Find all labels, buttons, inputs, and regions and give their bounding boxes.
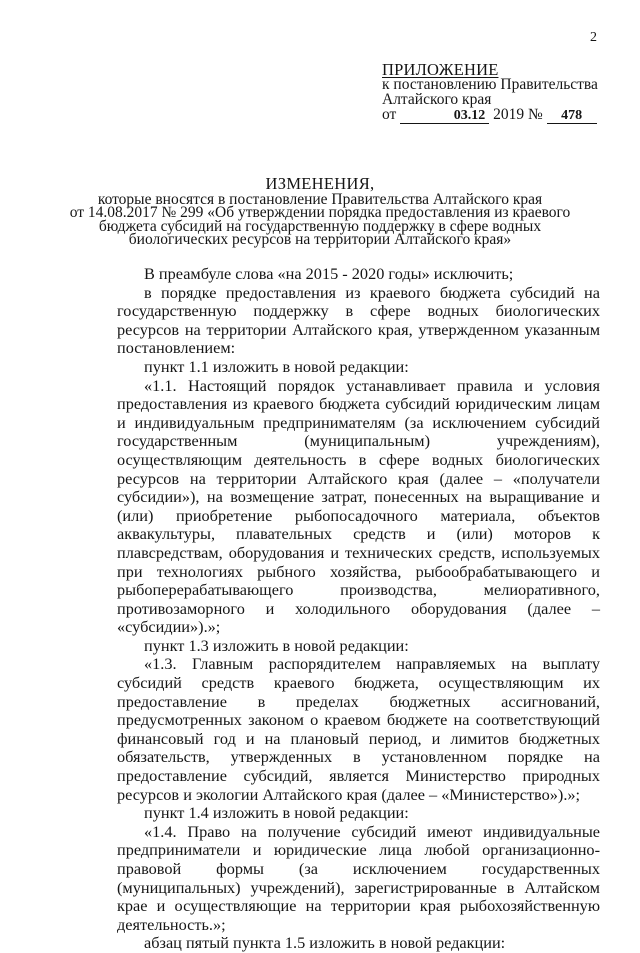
decree-date-row: [382, 107, 598, 124]
subtitle-line: которые вносятся в постановление Правительства Алтайского края: [97, 190, 543, 208]
paragraph-clause-1-3: «1.3. Главным распорядителем направляемых на выплату субсидий средств краевого бюджета, осуществляющим их предоставление в пределах бюджетных ассигнований, предусмотренных законом о краевом бюджете на соответствующий финансовый год и на плановый период, и лимитов бюджетных обязательств, утвержденных в установленном порядке на предоставление субсидий, является Министерство природных ресурсов и экологии Алтайского края (далее – «Министерство»).»;: [117, 654, 600, 804]
appendix-line-1: к постановлению Правительства: [382, 76, 598, 93]
document-title: ИЗМЕНЕНИЯ,: [265, 174, 375, 193]
paragraph-command: пункт 1.4 изложить в новой редакции:: [144, 803, 409, 823]
paragraph-preamble: В преамбуле слова «на 2015 - 2020 годы» исключить;: [144, 264, 514, 283]
document-body: [117, 265, 600, 953]
paragraph-command: абзац пятый пункта 1.5 изложить в новой редакции:: [144, 933, 506, 953]
paragraph-command: пункт 1.1 изложить в новой редакции:: [144, 356, 409, 376]
decree-date: 03.12: [400, 109, 489, 124]
appendix-line-2: Алтайского края: [382, 91, 492, 108]
page-number: 2: [590, 30, 597, 45]
paragraph-procedure-intro: в порядке предоставления из краевого бюджета субсидий на государственную поддержку в сфере водных биологических ресурсов на территории Алтайского края, утвержденном указанным постановлением:: [117, 282, 600, 358]
decree-year: 2019: [493, 106, 525, 123]
subtitle-line: биологических ресурсов на территории Алтайского края»: [128, 231, 512, 249]
subtitle-line: бюджета субсидий на государственную поддержку в сфере водных: [98, 217, 542, 235]
number-sign: №: [527, 106, 543, 123]
paragraph-clause-1-1: «1.1. Настоящий порядок устанавливает правила и условия предоставления из краевого бюджета субсидий юридическим лицам и индивидуальным предпринимателям (за исключением субсидий государственным (муниципальным) учреждениям), осуществляющим деятельность в сфере водных биологических ресурсов на территории Алтайского края (далее – «получатели субсидии»), на возмещение затрат, понесенных на выращивание и (или) приобретение рыбопосадочного материала, объектов аквакультуры, плавательных средств и (или) моторов к плавсредствам, оборудования и технических средств, используемых при технологиях рыбного хозяйства, рыбообрабатывающего и рыбоперерабатывающего производства, мелиоративного, противозаморного и холодильного оборудования (далее – «субсидии»).»;: [117, 375, 600, 637]
paragraph-clause-1-4: «1.4. Право на получение субсидий имеют индивидуальные предприниматели и юридические лица любой организационно-правовой формы (за исключением государственных (муниципальных) учреждений), зарегистрированные в Алтайском крае и осуществляющие на территории края рыбохозяйственную деятельность.»;: [117, 821, 600, 934]
paragraph-command: пункт 1.3 изложить в новой редакции:: [144, 635, 409, 655]
document-title-block: [60, 174, 580, 249]
from-label: от: [382, 106, 397, 123]
appendix-heading: ПРИЛОЖЕНИЕ: [382, 60, 499, 79]
decree-number: 478: [547, 109, 597, 124]
subtitle-line: от 14.08.2017 № 299 «Об утверждении порядка предоставления из краевого: [69, 204, 571, 222]
appendix-block: [382, 62, 598, 124]
